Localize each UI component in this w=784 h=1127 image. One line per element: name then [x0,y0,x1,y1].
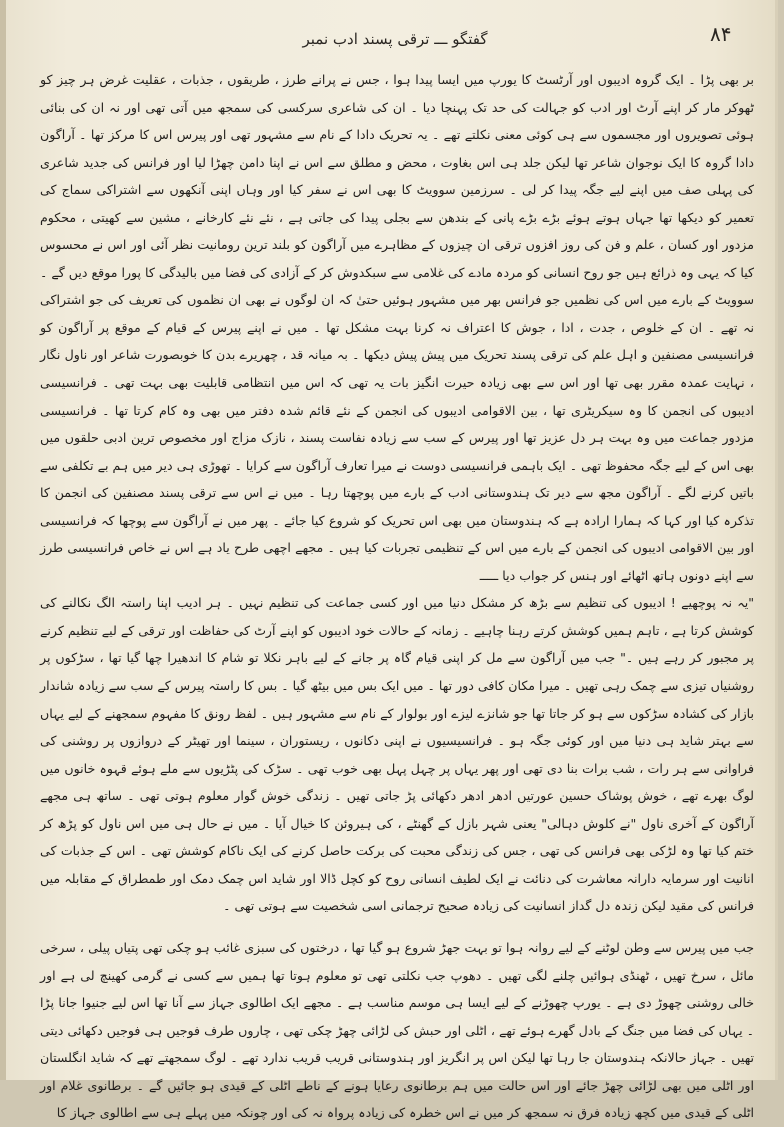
body-paragraph: جب میں پیرس سے وطن لوٹنے کے لیے روانہ ہوا تو بہت جھڑ شروع ہو گیا تھا ، درختوں کی سبزی غائب ہو چکی تھی پتیاں پیلی ، سرخی مائل ، سرخ تھیں ، ٹھنڈی ہوائیں چلنے لگی تھیں ۔ دھوپ جب نکلتی تھی تو معلوم ہوتا تھا ہمیں سے کسی نے گرمی کھینچ لی ہے اور خالی روشنی چھوڑ دی ہے ۔ یورپ چھوڑنے کے لیے ایسا ہی موسم مناسب ہے ۔ مجھے ایک اطالوی جہاز سے آنا تھا اس لیے جنیوا جانا پڑا ۔ یہاں کی فضا میں جنگ کے بادل گھرے ہوئے تھے ، اٹلی اور حبش کی لڑائی چھڑ چکی تھی ، چاروں طرف فوجیں ہی فوجیں دکھائی دیتی تھیں ۔ جہاز حالانکہ ہندوستان جا رہا تھا لیکن اس پر انگریز اور ہندوستانی قریب قریب ندارد تھے ۔ لوگ سمجھتے تھے کہ شاید انگلستان اور اٹلی میں بھی لڑائی چھڑ جائے اور اس حالت میں ہم برطانوی رعایا ہونے کے ناطے اٹلی کے قیدی ہو جائیں گے ۔ برطانوی غلام اور اٹلی کے قیدی میں کچھ زیادہ فرق نہ سمجھ کر میں نے اس خطرہ کی زیادہ پرواہ نہ کی اور چونکہ میں پہلے ہی سے اطالوی جہاز کا [40,939,754,1121]
page-number: ۸۴ [710,22,732,46]
body-paragraph: بر بھی پڑا ۔ ایک گروہ ادیبوں اور آرٹسٹ کا یورپ میں ایسا پیدا ہوا ، جس نے پرانے طرز ، طریقوں ، جذبات ، عقلیت غرض ہر چیز کو ٹھوکر مار کر اپنے آرٹ اور ادب کو جہالت کی حد تک پہنچا دیا ۔ ان کی شاعری سرکسی کی سمجھ میں آتی تھی اور نہ ان کی بنائی ہوئی تصویروں اور مجسموں سے ہی کوئی معنی نکلتے تھے ۔ یہ تحریک دادا کے نام سے مشہور تھی اور پیرس اس کا مرکز تھا ۔ آراگون دادا گروہ کا ایک نوجوان شاعر تھا لیکن جلد ہی اس بغاوت ، محض و مطلق سے اس نے اپنا دامن چھڑا لیا اور فرانس کی جدید شاعری کی پہلی صف میں اپنے لیے جگہ پیدا کر لی ۔ سرزمین سوویٹ کا بھی اس نے سفر کیا اور وہاں اپنی آنکھوں سے اشتراکی سماج کی تعمیر کو دیکھا تھا جہاں ہوتے ہوئے بڑے بڑے پانی کے بندھن سے بجلی پیدا کی جاتی ہے ، نئے نئے کارخانے ، مشین سے کھیتی ، محکوم مزدور اور کسان ، علم و فن کی روز افزوں ترقی ان چیزوں کے مظاہرے میں آراگون کو بلند ترین رومانیت نظر آئی اور اس نے محسوس کیا کہ یہی وہ ذرائع ہیں جو روح انسانی کو مردہ مادے کی غلامی سے سبکدوش کر کے آزادی کی فضا میں بالیدگی کا پورا موقع دیں گے ۔ سوویٹ کے بارے میں اس کی نظمیں جو فرانس بھر میں مشہور ہوئیں حتیٰ کہ ان لوگوں نے بھی ان نظموں کی تعریف کی جو اشتراکی نہ تھے ۔ ان کے خلوص ، جدت ، ادا ، جوش کا اعتراف نہ کرنا بہت مشکل تھا ۔ میں نے اپنے پیرس کے قیام کے موقع پر آراگون کو فرانسیسی مصنفین و اہل علم کی ترقی پسند تحریک میں پیش پیش دیکھا ۔ بہ میانہ قد ، چھریرے بدن کا خوبصورت شاعر اور ناول نگار ، نہایت عمدہ مقرر بھی تھا اور اس سے بھی زیادہ حیرت انگیز بات یہ تھی کہ اس میں انتظامی قابلیت بھی بہت تھی ۔ فرانسیسی ادیبوں کی انجمن کا وہ سیکریٹری تھا ، بین الاقوامی ادیبوں کی انجمن کے نئے قائم شدہ دفتر میں بھی وہ کام کرتا تھا ۔ فرانسیسی مزدور جماعت میں وہ بہت ہر دل عزیز تھا اور پیرس کے سب سے زیادہ نفاست پسند ، نازک مزاج اور مخصوص ترین ادبی حلقوں میں بھی اس کے لیے جگہ محفوظ تھی ۔ ایک باہمی فرانسیسی دوست نے میرا تعارف آراگون سے کرایا ۔ تھوڑی ہی دیر میں ہم بے تکلفی سے باتیں کرنے لگے ۔ آراگون مجھ سے دیر تک ہندوستانی ادب کے بارے میں پوچھتا رہا ۔ میں نے اس سے ترقی پسند مصنفین کی انجمن کا تذکرہ کیا اور کہا کہ ہمارا ارادہ ہے کہ ہندوستان میں بھی اس تحریک کو شروع کیا جائے ۔ پھر میں نے آراگون سے پوچھا کہ فرانسیسی اور بین الاقوامی ادیبوں کی انجمن کے بارے میں اس کے تنظیمی تجربات کیا ہیں ۔ مجھے اچھی طرح یاد ہے اس نے خاص فرانسیسی طرز سے اپنے دونوں ہاتھ اٹھائے اور ہنس کر جواب دیا ـــــ [40,72,754,583]
article-body [40,66,754,1127]
body-paragraph: "یہ نہ پوچھیے ! ادیبوں کی تنظیم سے بڑھ کر مشکل دنیا میں اور کسی جماعت کی تنظیم نہیں ۔ ہر ادیب اپنا راستہ الگ نکالنے کی کوشش کرتا ہے ، تاہم ہمیں کوشش کرتے رہنا چاہیے ۔ زمانہ کے حالات خود ادیبوں کو اپنے آرٹ کی حفاظت اور ترقی کے لیے تنظیم کرنے پر مجبور کر رہے ہیں ۔" جب میں آراگون سے مل کر اپنی قیام گاہ پر جانے کے لیے باہر نکلا تو شام کا اندھیرا چھا گیا تھا ، سڑکوں پر روشنیاں تیزی سے چمک رہی تھیں ۔ میرا مکان کافی دور تھا ۔ میں ایک بس میں بیٹھ گیا ۔ بس کا راستہ پیرس کے سب سے زیادہ شاندار بازار کی کشادہ سڑکوں سے ہو کر جاتا تھا جو شانزے لیزے اور بولوار کے نام سے مشہور ہیں ۔ لفظ رونق کا مفہوم سمجھنے کے لیے یہاں سے بہتر شاید ہی دنیا میں اور کوئی جگہ ہو ۔ فرانسیسیوں نے اپنی دکانوں ، ریستوران ، سینما اور تھیٹر کے دروازوں پر روشنی کی فراوانی سے ہر رات ، شب برات بنا دی تھی اور پھر یہاں پر چہل پہل بھی خوب تھی ۔ سڑک کی پٹڑیوں سے ملے ہوئے قہوہ خانوں میں لوگ بھرے تھے ، خوش پوشاک حسین عورتیں ادھر ادھر دکھائی پڑ جاتی تھیں ۔ زندگی خوش گوار معلوم ہوتی تھی ۔ ساتھ ہی مجھے آراگون کے آخری ناول "نے کلوش دہالی" یعنی شہر بازل کے گھنٹے ، کی ہیروئن کا خیال آیا ۔ میں نے حال ہی میں اس ناول کو پڑھ کر ختم کیا تھا وہ لڑکی بھی فرانس کی تھی ، جس کی زندگی محبت کی برکت حاصل کرنے کی ایک ناکام کوشش تھی ۔ اس کے جذبات کی انانیت اور سرمایہ دارانہ معاشرت کی دنائت نے ایک لطیف انسانی روح کو کچل ڈالا اور شاید اس چمک دمک اور طمطراق کے مقابلہ میں فرانس کی مقید لیکن زندہ دل گداز انسانیت کی زیادہ صحیح ترجمانی اسی شخصیت سے ہوتی تھی ۔ [40,595,754,914]
running-header-title: گفتگو ـــ ترقی پسند ادب نمبر [302,30,488,48]
